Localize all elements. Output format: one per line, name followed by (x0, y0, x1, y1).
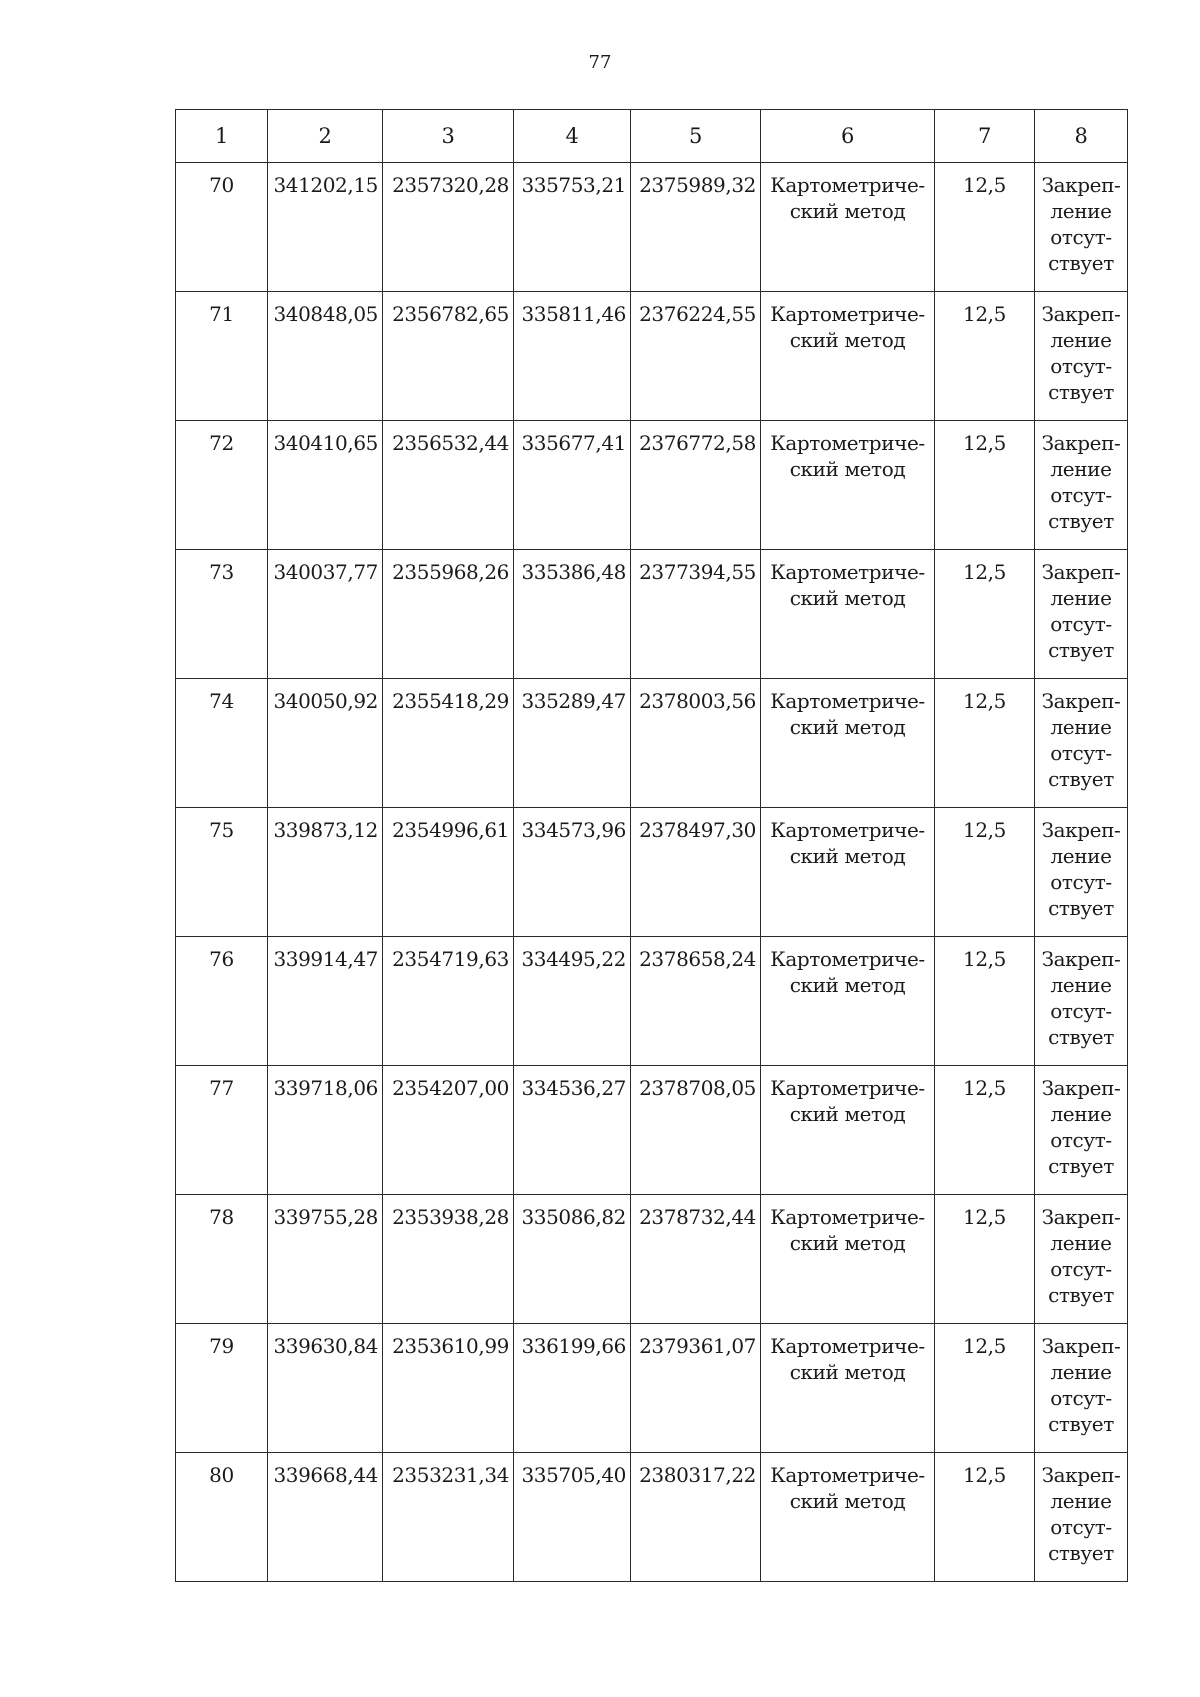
fixing-line: ствует (1048, 638, 1114, 662)
accuracy-cell: 12,5 (935, 550, 1035, 679)
coordinate-cell: 2380317,22 (631, 1453, 761, 1582)
coordinate-cell: 2375989,32 (631, 163, 761, 292)
method-line: Картометриче- (770, 947, 925, 971)
fixing-line: ление (1050, 715, 1112, 739)
method-cell (761, 1066, 935, 1195)
coordinate-cell: 339668,44 (268, 1453, 383, 1582)
fixing-line: Закреп- (1041, 689, 1121, 713)
fixing-line: отсут- (1050, 741, 1112, 765)
table-header-row (176, 110, 1128, 163)
fixing-line: Закреп- (1041, 173, 1121, 197)
table-row (176, 550, 1128, 679)
column-header: 2 (268, 110, 383, 163)
fixing-line: ствует (1048, 509, 1114, 533)
accuracy-cell: 12,5 (935, 1066, 1035, 1195)
table-row (176, 1324, 1128, 1453)
table-row (176, 1453, 1128, 1582)
fixing-cell (1035, 1066, 1128, 1195)
fixing-line: ление (1050, 328, 1112, 352)
point-number-cell: 74 (176, 679, 268, 808)
method-line: ский метод (789, 457, 906, 481)
coordinate-cell: 335811,46 (514, 292, 631, 421)
coordinate-cell: 339873,12 (268, 808, 383, 937)
coordinate-cell: 339914,47 (268, 937, 383, 1066)
method-line: ский метод (789, 199, 906, 223)
accuracy-cell: 12,5 (935, 679, 1035, 808)
coordinate-cell: 341202,15 (268, 163, 383, 292)
method-cell (761, 808, 935, 937)
coordinate-cell: 2376772,58 (631, 421, 761, 550)
coordinate-cell: 2353231,34 (383, 1453, 514, 1582)
method-cell (761, 679, 935, 808)
coordinate-cell: 334536,27 (514, 1066, 631, 1195)
method-cell (761, 421, 935, 550)
fixing-line: Закреп- (1041, 431, 1121, 455)
fixing-line: ствует (1048, 1283, 1114, 1307)
fixing-cell (1035, 1195, 1128, 1324)
coordinate-cell: 2378708,05 (631, 1066, 761, 1195)
method-line: Картометриче- (770, 1463, 925, 1487)
fixing-cell (1035, 1453, 1128, 1582)
fixing-line: ствует (1048, 767, 1114, 791)
coordinate-cell: 2354719,63 (383, 937, 514, 1066)
column-header: 3 (383, 110, 514, 163)
coordinate-cell: 339755,28 (268, 1195, 383, 1324)
point-number-cell: 73 (176, 550, 268, 679)
fixing-cell (1035, 421, 1128, 550)
fixing-line: ление (1050, 586, 1112, 610)
fixing-line: отсут- (1050, 612, 1112, 636)
column-header: 1 (176, 110, 268, 163)
table-row (176, 421, 1128, 550)
fixing-cell (1035, 292, 1128, 421)
point-number-cell: 71 (176, 292, 268, 421)
coordinate-cell: 2356532,44 (383, 421, 514, 550)
coordinate-cell: 2355968,26 (383, 550, 514, 679)
fixing-line: Закреп- (1041, 560, 1121, 584)
fixing-line: ление (1050, 973, 1112, 997)
coordinate-cell: 335677,41 (514, 421, 631, 550)
fixing-line: отсут- (1050, 225, 1112, 249)
fixing-line: Закреп- (1041, 947, 1121, 971)
method-cell (761, 292, 935, 421)
fixing-line: ление (1050, 199, 1112, 223)
fixing-line: ствует (1048, 1154, 1114, 1178)
coordinate-cell: 2354996,61 (383, 808, 514, 937)
coordinate-cell: 2376224,55 (631, 292, 761, 421)
point-number-cell: 76 (176, 937, 268, 1066)
method-cell (761, 163, 935, 292)
accuracy-cell: 12,5 (935, 421, 1035, 550)
accuracy-cell: 12,5 (935, 808, 1035, 937)
method-line: ский метод (789, 844, 906, 868)
method-line: ский метод (789, 715, 906, 739)
coordinate-cell: 2354207,00 (383, 1066, 514, 1195)
method-line: Картометриче- (770, 173, 925, 197)
coordinate-cell: 2378732,44 (631, 1195, 761, 1324)
method-line: Картометриче- (770, 689, 925, 713)
column-header: 5 (631, 110, 761, 163)
fixing-line: отсут- (1050, 1128, 1112, 1152)
method-line: ский метод (789, 328, 906, 352)
method-line: Картометриче- (770, 818, 925, 842)
method-cell (761, 1195, 935, 1324)
coordinate-cell: 2356782,65 (383, 292, 514, 421)
coordinate-cell: 2353938,28 (383, 1195, 514, 1324)
coordinate-cell: 340848,05 (268, 292, 383, 421)
fixing-line: ление (1050, 1360, 1112, 1384)
fixing-line: ление (1050, 844, 1112, 868)
coordinate-cell: 340037,77 (268, 550, 383, 679)
accuracy-cell: 12,5 (935, 163, 1035, 292)
fixing-line: ствует (1048, 896, 1114, 920)
accuracy-cell: 12,5 (935, 1324, 1035, 1453)
point-number-cell: 79 (176, 1324, 268, 1453)
coordinate-cell: 340050,92 (268, 679, 383, 808)
fixing-cell (1035, 1324, 1128, 1453)
coordinate-cell: 2377394,55 (631, 550, 761, 679)
point-number-cell: 77 (176, 1066, 268, 1195)
point-number-cell: 78 (176, 1195, 268, 1324)
coordinate-cell: 2357320,28 (383, 163, 514, 292)
accuracy-cell: 12,5 (935, 292, 1035, 421)
fixing-line: Закреп- (1041, 302, 1121, 326)
coordinate-cell: 340410,65 (268, 421, 383, 550)
fixing-line: Закреп- (1041, 1463, 1121, 1487)
method-cell (761, 1453, 935, 1582)
coordinate-cell: 339630,84 (268, 1324, 383, 1453)
coordinate-cell: 334573,96 (514, 808, 631, 937)
page-number: 77 (588, 52, 612, 73)
method-line: Картометриче- (770, 302, 925, 326)
point-number-cell: 75 (176, 808, 268, 937)
fixing-line: отсут- (1050, 870, 1112, 894)
accuracy-cell: 12,5 (935, 1195, 1035, 1324)
fixing-line: отсут- (1050, 354, 1112, 378)
fixing-line: ствует (1048, 1412, 1114, 1436)
method-line: ский метод (789, 1231, 906, 1255)
method-line: ский метод (789, 1489, 906, 1513)
method-line: ский метод (789, 973, 906, 997)
coordinate-cell: 2353610,99 (383, 1324, 514, 1453)
fixing-line: отсут- (1050, 999, 1112, 1023)
fixing-line: отсут- (1050, 1515, 1112, 1539)
fixing-line: ление (1050, 1102, 1112, 1126)
coordinate-cell: 335705,40 (514, 1453, 631, 1582)
method-line: Картометриче- (770, 1205, 925, 1229)
fixing-line: ствует (1048, 380, 1114, 404)
fixing-line: ление (1050, 1231, 1112, 1255)
fixing-line: отсут- (1050, 1386, 1112, 1410)
method-line: Картометриче- (770, 431, 925, 455)
fixing-line: ствует (1048, 1541, 1114, 1565)
column-header: 6 (761, 110, 935, 163)
coordinate-cell: 336199,66 (514, 1324, 631, 1453)
point-number-cell: 80 (176, 1453, 268, 1582)
fixing-cell (1035, 163, 1128, 292)
method-cell (761, 550, 935, 679)
method-line: ский метод (789, 1102, 906, 1126)
table-row (176, 292, 1128, 421)
coordinate-cell: 2378003,56 (631, 679, 761, 808)
fixing-line: отсут- (1050, 483, 1112, 507)
method-line: Картометриче- (770, 560, 925, 584)
fixing-line: ление (1050, 457, 1112, 481)
column-header: 4 (514, 110, 631, 163)
fixing-cell (1035, 937, 1128, 1066)
fixing-line: ствует (1048, 251, 1114, 275)
accuracy-cell: 12,5 (935, 1453, 1035, 1582)
table-row (176, 679, 1128, 808)
coordinate-cell: 335289,47 (514, 679, 631, 808)
table-row (176, 1066, 1128, 1195)
coordinate-cell: 2379361,07 (631, 1324, 761, 1453)
fixing-line: Закреп- (1041, 1205, 1121, 1229)
column-header: 7 (935, 110, 1035, 163)
fixing-cell (1035, 550, 1128, 679)
coordinate-cell: 2355418,29 (383, 679, 514, 808)
method-line: Картометриче- (770, 1334, 925, 1358)
table-row (176, 1195, 1128, 1324)
fixing-line: Закреп- (1041, 818, 1121, 842)
point-number-cell: 70 (176, 163, 268, 292)
fixing-cell (1035, 679, 1128, 808)
coordinate-cell: 2378658,24 (631, 937, 761, 1066)
coordinate-cell: 2378497,30 (631, 808, 761, 937)
point-number-cell: 72 (176, 421, 268, 550)
coordinate-cell: 335386,48 (514, 550, 631, 679)
method-cell (761, 937, 935, 1066)
fixing-line: Закреп- (1041, 1334, 1121, 1358)
coordinates-table (175, 109, 1128, 1582)
fixing-line: Закреп- (1041, 1076, 1121, 1100)
method-cell (761, 1324, 935, 1453)
table-row (176, 163, 1128, 292)
fixing-line: отсут- (1050, 1257, 1112, 1281)
method-line: Картометриче- (770, 1076, 925, 1100)
coordinate-cell: 335753,21 (514, 163, 631, 292)
method-line: ский метод (789, 586, 906, 610)
column-header: 8 (1035, 110, 1128, 163)
fixing-cell (1035, 808, 1128, 937)
fixing-line: ствует (1048, 1025, 1114, 1049)
accuracy-cell: 12,5 (935, 937, 1035, 1066)
table-row (176, 808, 1128, 937)
coordinate-cell: 335086,82 (514, 1195, 631, 1324)
table-row (176, 937, 1128, 1066)
method-line: ский метод (789, 1360, 906, 1384)
coordinate-cell: 334495,22 (514, 937, 631, 1066)
coordinate-cell: 339718,06 (268, 1066, 383, 1195)
fixing-line: ление (1050, 1489, 1112, 1513)
